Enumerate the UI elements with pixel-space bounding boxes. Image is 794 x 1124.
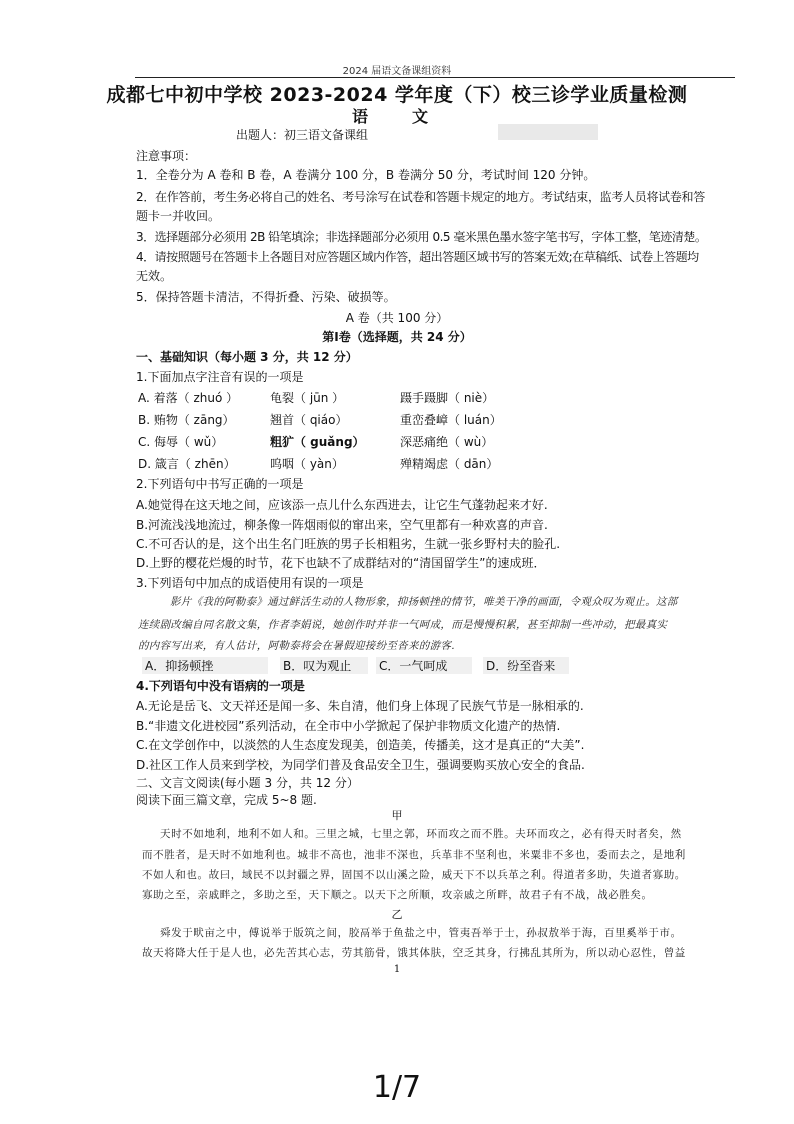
note-2a: 2．在作答前，考生务必将自己的姓名、考号涂写在试卷和答题卡规定的地方。考试结束，监考人员将试卷和答 <box>136 190 705 204</box>
page-indicator: 1/7 <box>372 1070 422 1105</box>
q1-option: 蹑手蹑脚（ niè） <box>400 391 495 405</box>
q3-passage-line: 影片《我的阿勒泰》通过鲜活生动的人物形象，抑扬顿挫的情节，唯美干净的画面，令观众叹为观止。这部 <box>170 596 678 608</box>
exam-title: 成都七中初中学校 2023-2024 学年度（下）校三诊学业质量检测 <box>106 84 688 106</box>
note-3: 3．选择题部分必须用 2B 铅笔填涂；非选择题部分必须用 0.5 毫米黑色墨水签字笔书写，字体工整，笔迹清楚。 <box>136 230 707 244</box>
q4-stem: 4.下列语句中没有语病的一项是 <box>136 679 305 693</box>
yi-line: 舜发于畎亩之中，傅说举于版筑之间，胶鬲举于鱼盐之中，管夷吾举于士，孙叔敖举于海，百里奚举于市。 <box>160 927 682 939</box>
q1-option: A. 着落（ zhuó ） <box>138 391 239 405</box>
q1-option: 深恶痛绝（ wù） <box>400 435 494 449</box>
section-2-heading: 二、文言文阅读(每小题 3 分，共 12 分） <box>136 776 359 790</box>
q1-option: 呜咽（ yàn） <box>270 457 344 471</box>
note-1: 1．全卷分为 A 卷和 B 卷，A 卷满分 100 分，B 卷满分 50 分，考试时间 120 分钟。 <box>136 168 596 182</box>
redaction-box <box>498 124 598 140</box>
q1-option: D. 箴言（ zhēn） <box>138 457 236 471</box>
yi-line: 故天将降大任于是人也，必先苦其心志，劳其筋骨，饿其体肤，空乏其身，行拂乱其所为，所以动心忍性，曾益 <box>142 947 686 959</box>
note-4a: 4．请按照题号在答题卡上各题目对应答题区域内作答，超出答题区域书写的答案无效;在草稿纸、试卷上答题均 <box>136 250 699 264</box>
note-2b: 题卡一并收回。 <box>136 209 221 223</box>
q1-option: 殚精竭虑（ dān） <box>400 457 499 471</box>
q3-passage-line: 连续剧改编自同名散文集，作者李娟说，她创作时并非一气呵成，而是慢慢积累，甚至抑制一些冲动，把最真实 <box>138 619 668 631</box>
header-rule <box>135 77 735 78</box>
q3-option-d: D．纷至沓来 <box>483 657 569 674</box>
q1-option: 重峦叠嶂（ luán） <box>400 413 502 427</box>
q4-option-d: D.社区工作人员来到学校，为同学们普及食品安全卫生，强调要购买放心安全的食品. <box>136 758 585 772</box>
q1-option: C. 侮辱（ wǔ） <box>138 435 224 449</box>
q3-passage-line: 的内容写出来，有人估计，阿勒泰将会在暑假迎接纷至沓来的游客. <box>138 640 455 652</box>
author-line: 出题人：初三语文备课组 <box>236 128 369 142</box>
q1-option: 翘首（ qiáo） <box>270 413 348 427</box>
juan-a: A 卷（共 100 分） <box>345 311 449 325</box>
page-number: 1 <box>393 964 401 975</box>
jia-line: 寡助之至，亲戚畔之，多助之至，天下顺之。以天下之所顺，攻亲戚之所畔，故君子有不战，战必胜矣。 <box>142 889 653 901</box>
passage-yi-title: 乙 <box>391 908 403 921</box>
q1-option: B. 贿物（ zāng） <box>138 413 235 427</box>
note-4b: 无效。 <box>136 269 173 283</box>
jia-line: 不如人和也。故曰，域民不以封疆之界，固国不以山溪之险，威天下不以兵革之利。得道者多助，失道者寡助。 <box>142 869 686 881</box>
jia-line: 天时不如地利，地利不如人和。三里之城，七里之郭，环而攻之而不胜。夫环而攻之，必有得天时者矣，然 <box>160 828 682 840</box>
q1-stem: 1.下面加点字注音有误的一项是 <box>136 370 304 384</box>
q2-stem: 2.下列语句中书写正确的一项是 <box>136 477 304 491</box>
jia-line: 而不胜者，是天时不如地利也。城非不高也，池非不深也，兵革非不坚利也，米粟非不多也，委而去之，是地利 <box>142 849 686 861</box>
q2-option-a: A.她觉得在这天地之间，应该添一点儿什么东西进去，让它生气蓬勃起来才好. <box>136 498 548 512</box>
q3-option-c: C．一气呵成 <box>376 657 472 674</box>
q2-option-c: C.不可否认的是，这个出生名门旺族的男子长相粗劣，生就一张乡野村夫的脸孔. <box>136 537 561 551</box>
passage-jia-title: 甲 <box>391 809 403 822</box>
q1-option: 龟裂（ jūn ） <box>270 391 345 405</box>
section-1-heading: 一、基础知识（每小题 3 分，共 12 分） <box>136 350 358 364</box>
section-2-intro: 阅读下面三篇文章，完成 5~8 题. <box>136 793 317 807</box>
q3-stem: 3.下列语句中加点的成语使用有误的一项是 <box>136 576 364 590</box>
q3-option-a: A．抑扬顿挫 <box>142 657 268 674</box>
subject-title: 语 文 <box>351 107 442 126</box>
header-note: 2024 届语文备课组资料 <box>342 66 452 77</box>
note-5: 5．保持答题卡清洁，不得折叠、污染、破损等。 <box>136 290 396 304</box>
notes-heading: 注意事项： <box>136 149 197 163</box>
q2-option-d: D.上野的樱花烂熳的时节，花下也缺不了成群结对的“清国留学生”的速成班． <box>136 556 546 570</box>
juan-1: 第Ⅰ卷（选择题，共 24 分） <box>322 330 472 344</box>
q4-option-c: C.在文学创作中，以淡然的人生态度发现美，创造美，传播美，这才是真正的“大美”. <box>136 738 585 752</box>
q4-option-a: A.无论是岳飞、文天祥还是闻一多、朱自清，他们身上体现了民族气节是一脉相承的. <box>136 699 584 713</box>
q2-option-b: B.河流浅浅地流过，柳条像一阵烟雨似的窜出来，空气里都有一种欢喜的声音. <box>136 518 548 532</box>
q3-option-b: B．叹为观止 <box>280 657 368 674</box>
q1-option: 粗犷（ guǎng） <box>270 435 365 449</box>
q4-option-b: B.“非遗文化进校园”系列活动，在全市中小学掀起了保护非物质文化遗产的热情. <box>136 719 561 733</box>
